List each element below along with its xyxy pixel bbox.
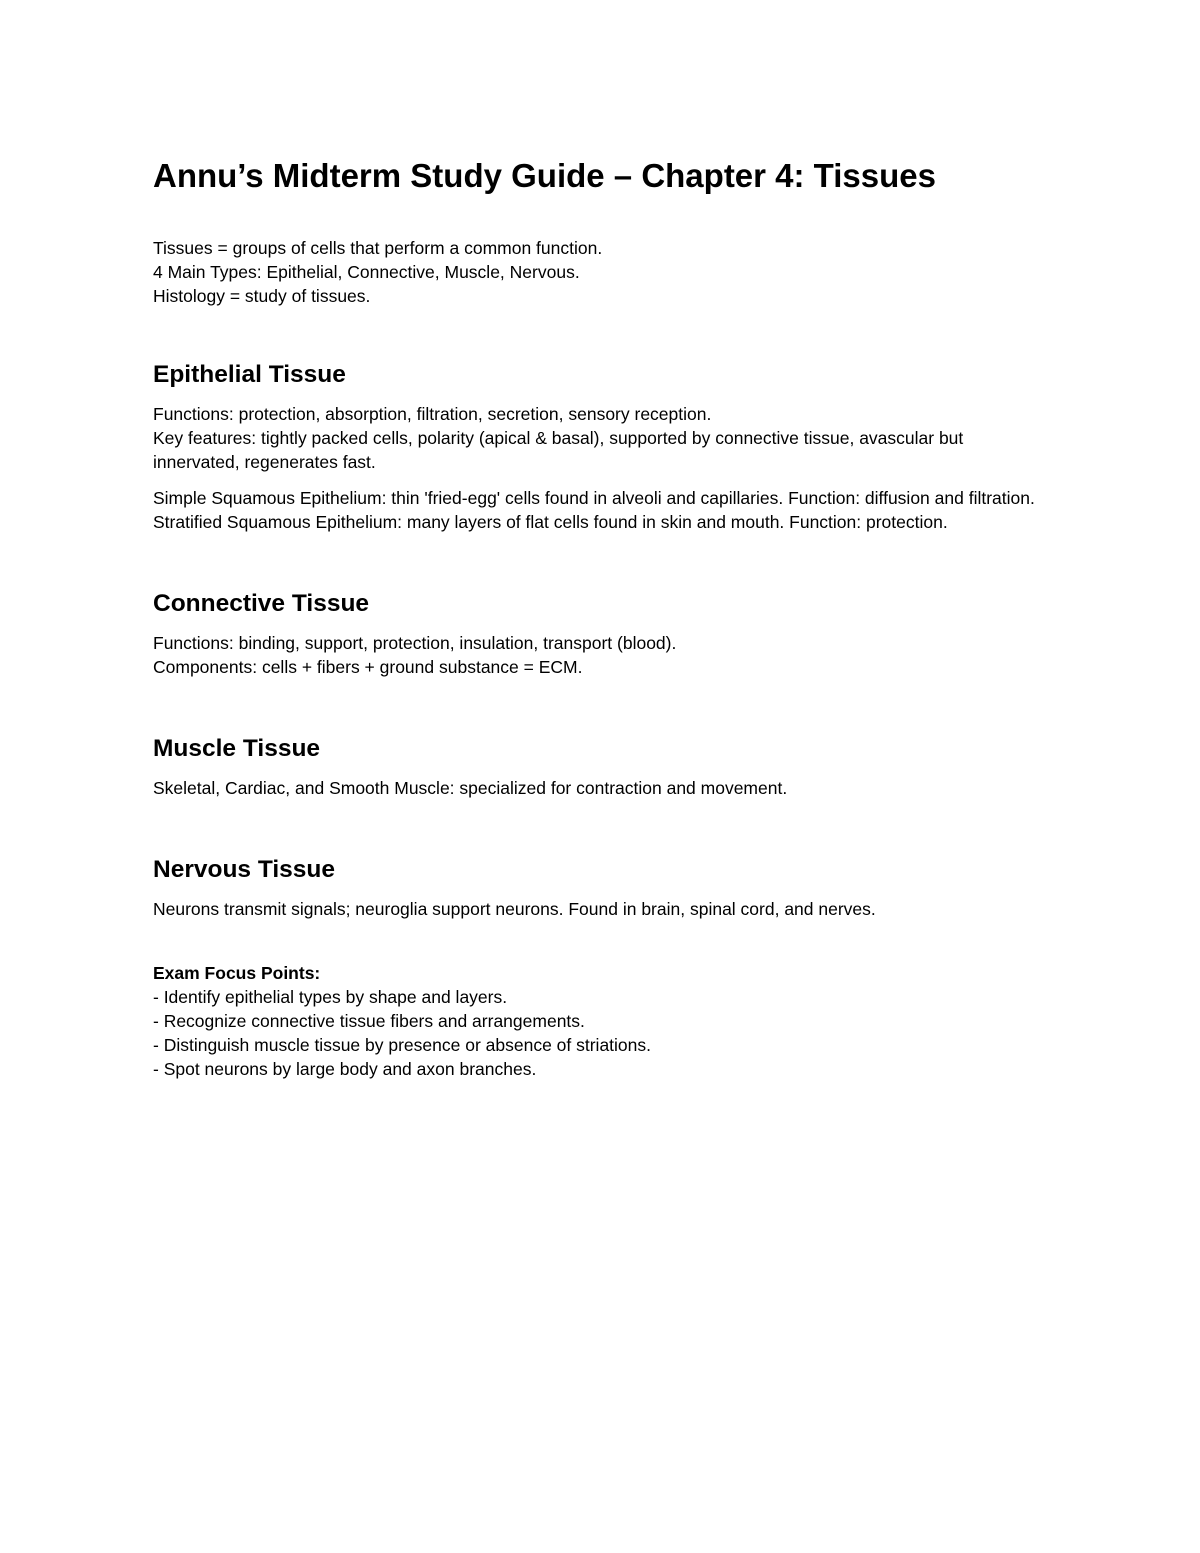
nervous-text: Neurons transmit signals; neuroglia support neurons. Found in brain, spinal cord, and nerves. <box>153 899 876 919</box>
exam-focus-block <box>153 961 1053 1081</box>
connective-functions: Functions: binding, support, protection, insulation, transport (blood). <box>153 633 677 653</box>
simple-squamous-text: Simple Squamous Epithelium: thin 'fried-egg' cells found in alveoli and capillaries. Function: diffusion and filtration. <box>153 488 1035 508</box>
exam-focus-point: - Recognize connective tissue fibers and arrangements. <box>153 1011 585 1031</box>
section-heading-muscle: Muscle Tissue <box>153 735 321 762</box>
intro-line: Tissues = groups of cells that perform a common function. <box>153 238 603 258</box>
exam-focus-label: Exam Focus Points: <box>153 963 321 983</box>
section-heading-nervous: Nervous Tissue <box>153 856 336 883</box>
exam-focus-point: - Distinguish muscle tissue by presence or absence of striations. <box>153 1035 652 1055</box>
connective-block <box>153 631 1053 679</box>
muscle-text: Skeletal, Cardiac, and Smooth Muscle: specialized for contraction and movement. <box>153 778 788 798</box>
stratified-squamous-text: Stratified Squamous Epithelium: many layers of flat cells found in skin and mouth. Function: protection. <box>153 512 948 532</box>
section-heading-epithelial: Epithelial Tissue <box>153 361 346 388</box>
exam-focus-point: - Identify epithelial types by shape and layers. <box>153 987 508 1007</box>
epithelial-block-1 <box>153 402 1053 474</box>
document-content <box>153 156 1053 1081</box>
page-title: Annu’s Midterm Study Guide – Chapter 4: Tissues <box>153 157 936 194</box>
nervous-block <box>153 897 1053 921</box>
epithelial-key-features: Key features: tightly packed cells, polarity (apical & basal), supported by connective tissue, avascular but innervated, regenerates fast. <box>153 428 964 472</box>
connective-components: Components: cells + fibers + ground substance = ECM. <box>153 657 583 677</box>
intro-line: Histology = study of tissues. <box>153 286 371 306</box>
intro-line: 4 Main Types: Epithelial, Connective, Muscle, Nervous. <box>153 262 580 282</box>
epithelial-functions: Functions: protection, absorption, filtration, secretion, sensory reception. <box>153 404 712 424</box>
exam-focus-point: - Spot neurons by large body and axon branches. <box>153 1059 537 1079</box>
section-heading-connective: Connective Tissue <box>153 590 370 617</box>
epithelial-block-2 <box>153 486 1053 534</box>
muscle-block <box>153 776 1053 800</box>
intro-block <box>153 236 1053 308</box>
